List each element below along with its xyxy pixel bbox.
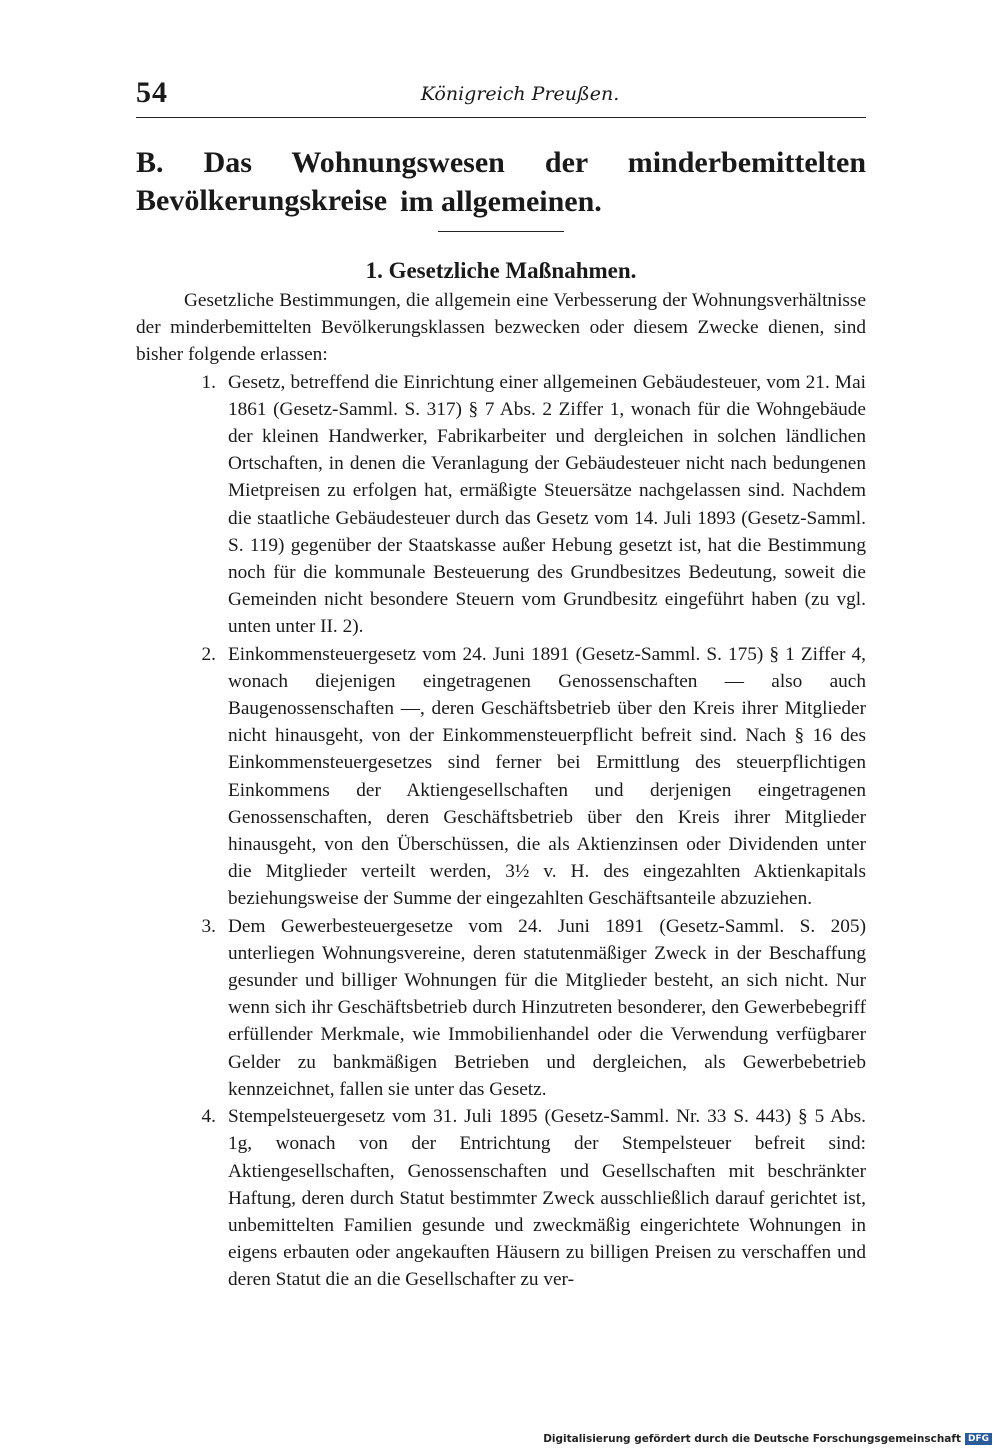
- list-item-number: 3.: [201, 915, 216, 937]
- list-item-text: Einkommensteuergesetz vom 24. Juni 1891 (Gesetz-Samml. S. 175) § 1 Ziffer 4, wonach diejenigen eingetragenen Genossenschaften — also auch Baugenossenschaften —, deren Geschäftsbetrieb über den Kreis ihrer Mitglieder nicht hinausgeht, von der Einkommensteuerpflicht befreit sind. Nach § 16 des Einkommensteuergesetzes sind ferner bei Ermittlung des steuerpflichtigen Einkommens der Aktiengesellschaften und derjenigen eingetragenen Genossenschaften, deren Geschäftsbetrieb über den Kreis ihrer Mitglieder hinausgeht, von den Überschüssen, die als Aktienzinsen oder Dividenden unter die Mitglieder verteilt werden, 3½ v. H. des eingezahlten Aktienkapitals beziehungsweise der Summe der eingezahlten Geschäftsanteile abzuziehen.: [228, 643, 866, 910]
- list-item: [136, 913, 866, 1103]
- dfg-logo: DFG: [965, 1433, 992, 1445]
- list-item-text: Gesetz, betreffend die Einrichtung einer allgemeinen Gebäudesteuer, vom 21. Mai 1861 (Gesetz-Samml. S. 317) § 7 Abs. 2 Ziffer 1, wonach für die Wohngebäude der kleinen Handwerker, Fabrikarbeiter und dergleichen in solchen ländlichen Ortschaften, in denen die Veranlagung der Gebäudesteuer nicht nach bedungenen Mietpreisen zu erfolgen hat, ermäßigte Steuersätze nachgelassen sind. Nachdem die staatliche Gebäudesteuer durch das Gesetz vom 14. Juli 1893 (Gesetz-Samml. S. 119) gegenüber der Staatskasse außer Hebung gesetzt ist, hat die Bestimmung noch für die kommunale Besteuerung des Grundbesitzes Bedeutung, soweit die Gemeinden nicht besondere Steuern vom Grundbesitz eingeführt haben (zu vgl. unten unter II. 2).: [228, 371, 866, 638]
- list-item: [136, 641, 866, 913]
- page-number: 54: [136, 76, 168, 109]
- footer-text: Digitalisierung gefördert durch die Deutsche Forschungsgemeinschaft: [543, 1433, 961, 1445]
- subsection-title: 1. Gesetzliche Maßnahmen.: [365, 258, 637, 283]
- section-title-continued: im allgemeinen.: [400, 185, 602, 218]
- digitization-footer: [543, 1433, 992, 1445]
- list-item-number: 4.: [201, 1106, 216, 1128]
- list-item: [136, 369, 866, 641]
- list-item-text: Stempelsteuergesetz vom 31. Juli 1895 (Gesetz-Samml. Nr. 33 S. 443) § 5 Abs. 1g, wonach von der Entrichtung der Stempelsteuer befreit sind: Aktiengesellschaften, Genossenschaften und Gesellschaften mit beschränkter Haftung, deren durch Statut bestimmter Zweck ausschließlich darauf gerichtet ist, unbemittelten Familien gesunde und zweckmäßig eingerichtete Wohnungen in eigens erbauten oder angekauften Häusern zu billigen Preisen zu verschaffen und deren Statut die an die Gesellschafter zu ver-: [228, 1106, 866, 1291]
- title-divider: [438, 231, 564, 232]
- section-title: B. Das Wohnungswesen der minderbemittelten Bevölkerungskreise: [136, 146, 866, 217]
- running-head: Königreich Preußen.: [420, 83, 620, 105]
- list-item: [136, 1103, 866, 1293]
- header-divider: [136, 117, 866, 118]
- intro-paragraph: Gesetzliche Bestimmungen, die allgemein eine Verbesserung der Wohnungsverhältnisse der minderbemittelten Bevölkerungsklassen bezwecken oder diesem Zwecke dienen, sind bisher folgende erlassen:: [136, 290, 866, 366]
- list-item-text: Dem Gewerbesteuergesetze vom 24. Juni 1891 (Gesetz-Samml. S. 205) unterliegen Wohnungsvereine, deren statutenmäßiger Zweck in der Beschaffung gesunder und billiger Wohnungen für die Mitglieder besteht, an sich nicht. Nur wenn sich ihr Geschäftsbetrieb durch Hinzutreten besonderer, den Gewerbebegriff erfüllender Merkmale, wie Immobilienhandel oder die Verwendung verfügbarer Gelder zu bankmäßigen Betrieben und dergleichen, als Gewerbebetrieb kennzeichnet, fallen sie unter das Gesetz.: [228, 915, 866, 1100]
- list-item-number: 1.: [201, 371, 216, 393]
- list-item-number: 2.: [201, 643, 216, 665]
- body-text: [136, 287, 866, 1294]
